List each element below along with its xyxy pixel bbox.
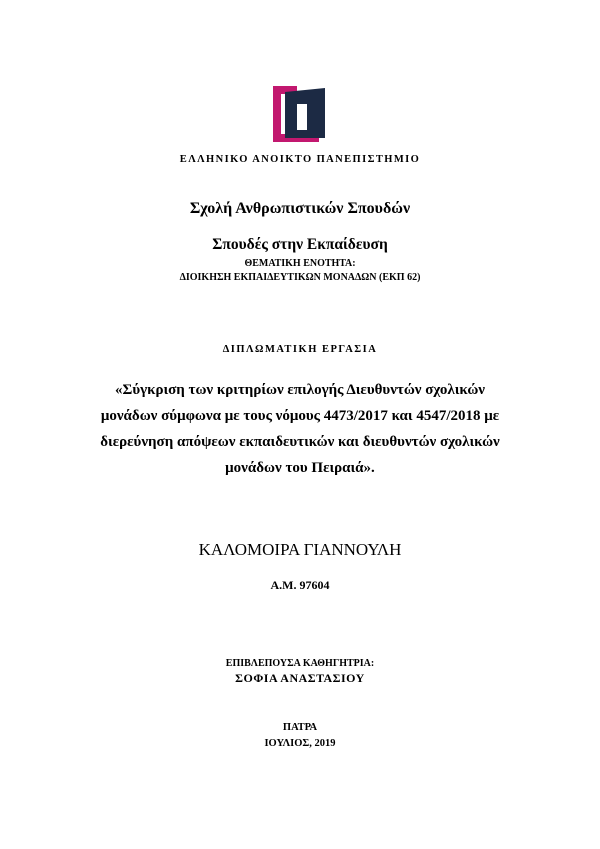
- author-name: ΚΑΛΟΜΟΙΡΑ ΓΙΑΝΝΟΥΛΗ: [198, 540, 402, 559]
- university-name: ΕΛΛΗΝΙΚΟ ΑΝΟΙΚΤΟ ΠΑΝΕΠΙΣΤΗΜΙΟ: [179, 154, 421, 165]
- thesis-title-line: «Σύγκριση των κριτηρίων επιλογής Διευθυντών σχολικών: [115, 382, 485, 398]
- university-logo-icon: [273, 86, 327, 142]
- module-label: ΘΕΜΑΤΙΚΗ ΕΝΟΤΗΤΑ:: [244, 258, 356, 269]
- student-id: Α.Μ. 97604: [270, 578, 330, 592]
- program-name: Σπουδές στην Εκπαίδευση: [212, 236, 388, 253]
- school-name: Σχολή Ανθρωπιστικών Σπουδών: [189, 200, 411, 217]
- supervisor-label: ΕΠΙΒΛΕΠΟΥΣΑ ΚΑΘΗΓΗΤΡΙΑ:: [225, 658, 375, 669]
- module-name: ΔΙΟΙΚΗΣΗ ΕΚΠΑΙΔΕΥΤΙΚΩΝ ΜΟΝΑΔΩΝ (ΕΚΠ 62): [179, 272, 421, 283]
- supervisor-name: ΣΟΦΙΑ ΑΝΑΣΤΑΣΙΟΥ: [235, 671, 365, 685]
- date: ΙΟΥΛΙΟΣ, 2019: [264, 738, 336, 749]
- city: ΠΑΤΡΑ: [282, 722, 318, 733]
- document-type: ΔΙΠΛΩΜΑΤΙΚΗ ΕΡΓΑΣΙΑ: [222, 344, 378, 355]
- thesis-title-line: διερεύνηση απόψεων εκπαιδευτικών και διευθυντών σχολικών: [100, 434, 500, 450]
- thesis-title-line: μονάδων του Πειραιά».: [225, 460, 375, 476]
- thesis-title: [60, 377, 540, 481]
- thesis-title-line: μονάδων σύμφωνα με τους νόμους 4473/2017 και 4547/2018 με: [100, 408, 500, 424]
